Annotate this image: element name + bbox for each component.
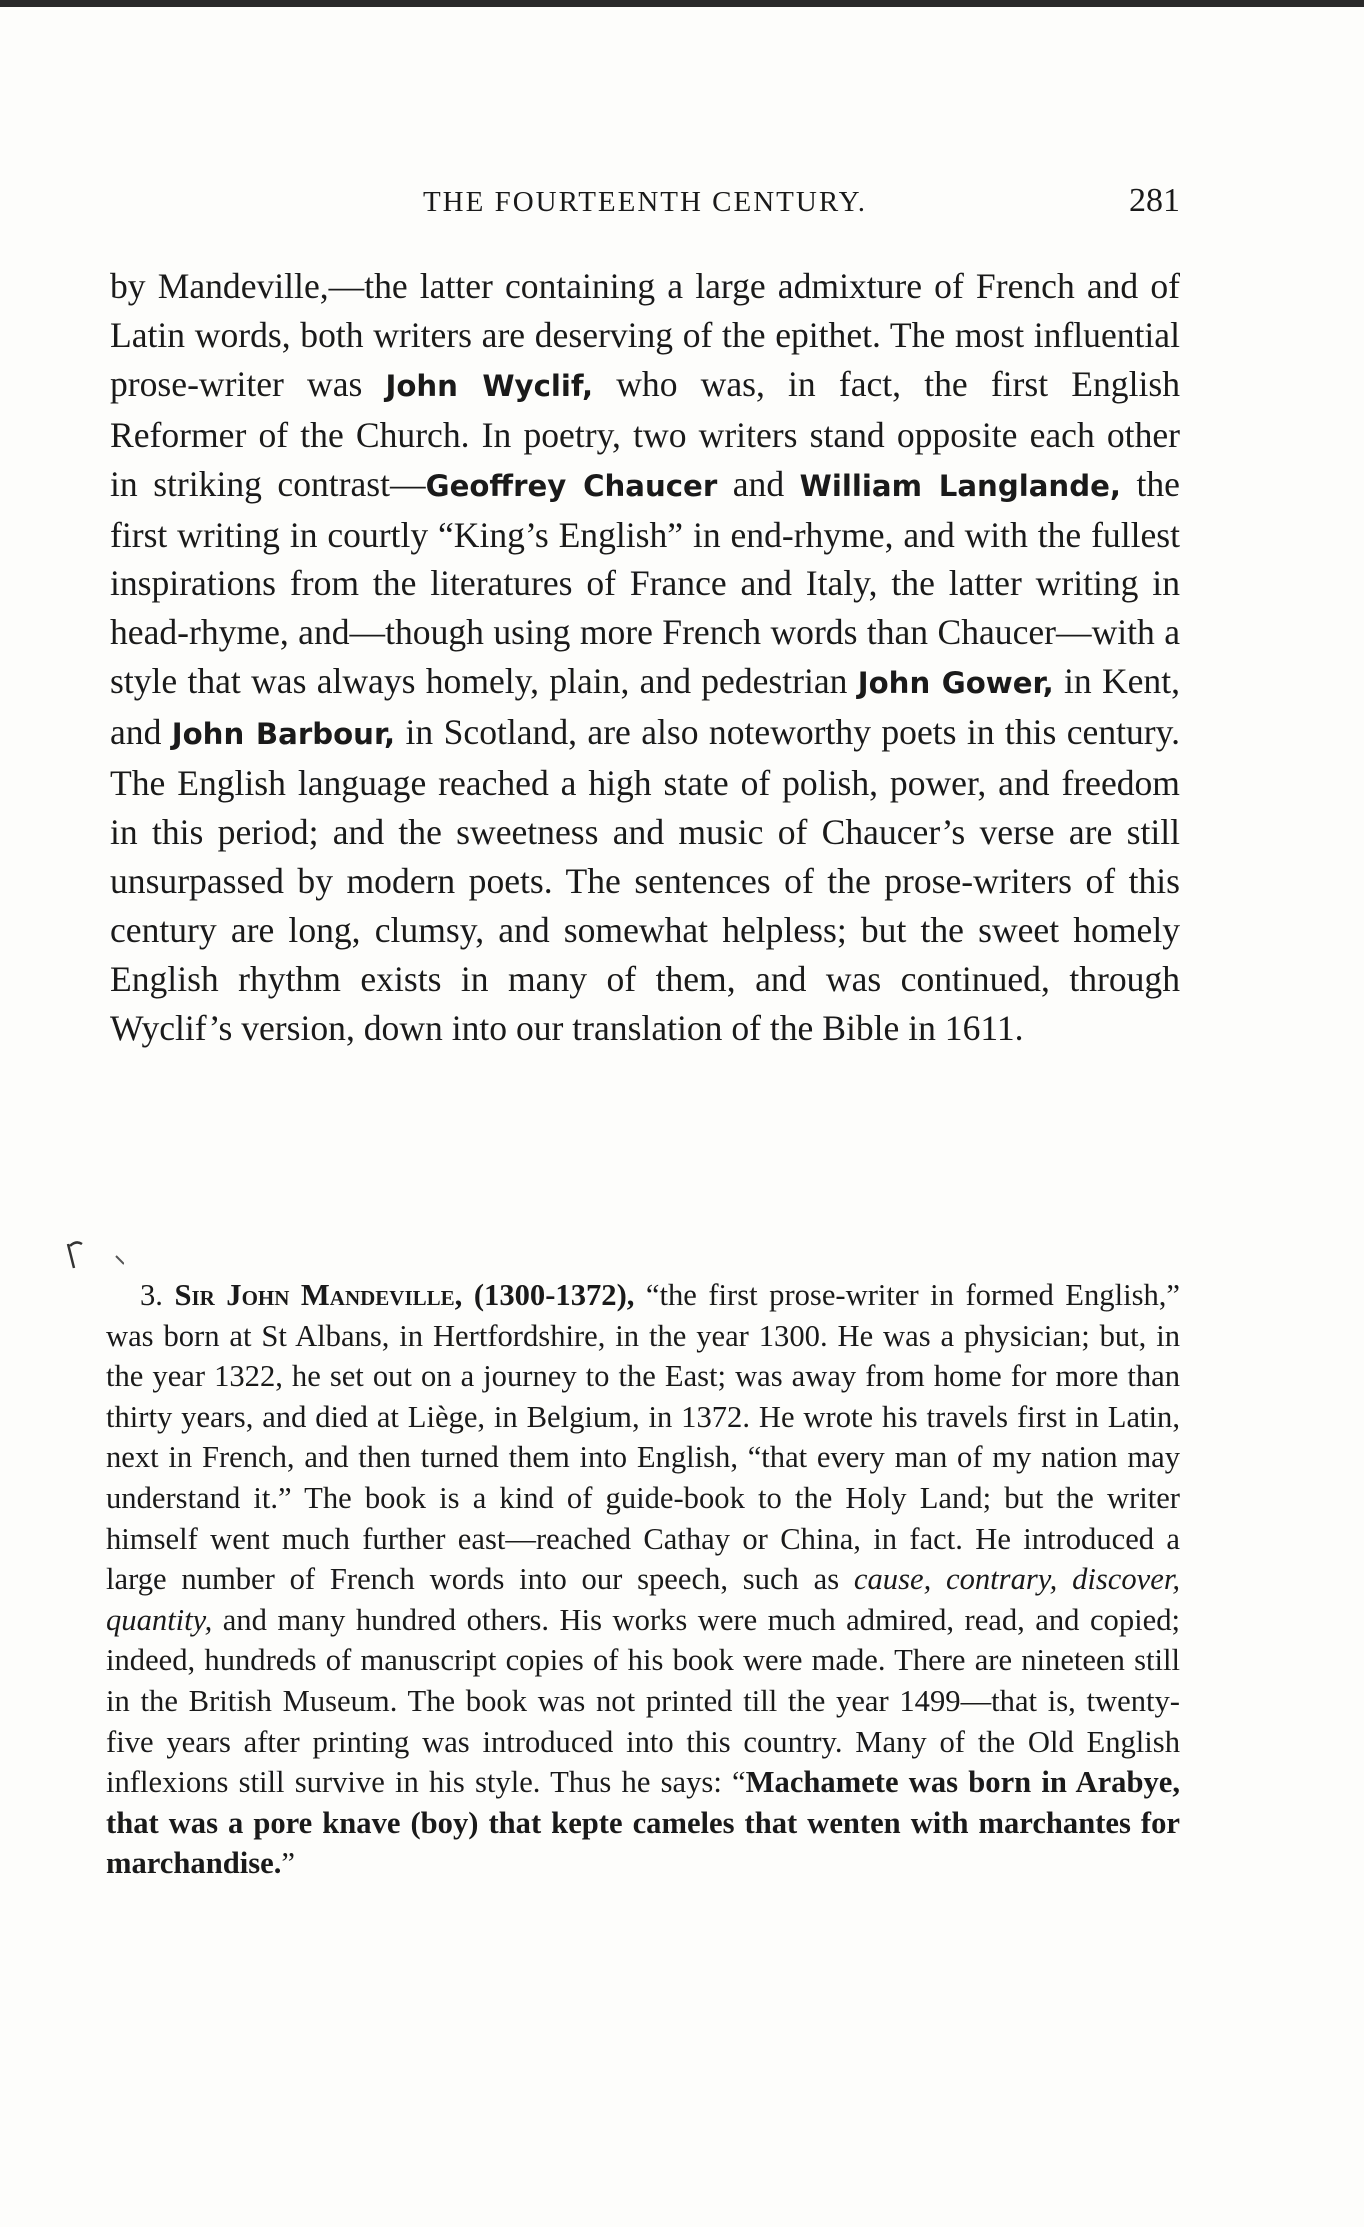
old-english-quote: Machamete was born in Arabye, that was a pore knave (boy) that kepte cameles that wenten with marchantes for marchandise.: [106, 1765, 1181, 1881]
text-run: and many hundred others. His works were much admired, read, and copied; indeed, hundreds of manuscript copies of his book were made. There are nineteen still in the British Museum. The book was not printed till the year 1499—that is, twenty-five years after printing was introduced into this country. Many of the Old English inflexions still survive in his style. Thus he says: “: [106, 1602, 1180, 1800]
section-heading-dates: (1300-1372),: [473, 1278, 635, 1312]
text-run: the first writing in courtly “King’s English” in end-rhyme, and with the fullest inspirations from the literatures of France and Italy, the latter writing in head-rhyme, and—though using more French words than Chaucer—with a style that was always homely, plain, and pedestrian: [110, 463, 1180, 702]
paragraph-mandeville: [106, 1275, 1180, 1884]
name-wyclif: John Wyclif,: [385, 368, 594, 403]
paragraph-intro: [110, 262, 1180, 1053]
name-gower: John Gower,: [857, 666, 1054, 701]
text-run: who was, in fact, the first English Reformer of the Church. In poetry, two writers stand opposite each other in striking contrast—: [110, 363, 1180, 504]
italic-word-list: cause, contrary, discover, quantity,: [106, 1562, 1180, 1637]
section-heading-name: Sir John Mandeville,: [174, 1278, 463, 1312]
name-langlande: William Langlande,: [799, 468, 1121, 503]
text-run: by Mandeville,—the latter containing a large admixture of French and of Latin words, both writers are deserving of the epithet. The most influential prose-writer was: [110, 266, 1180, 404]
text-run: in Kent, and: [110, 661, 1181, 753]
page-header: [110, 180, 1180, 230]
text-run: ”: [281, 1846, 295, 1881]
text-run: and: [717, 463, 800, 504]
page-number: 281: [1129, 182, 1180, 219]
name-barbour: John Barbour,: [171, 717, 396, 752]
section-number: 3.: [140, 1278, 163, 1312]
running-title: THE FOURTEENTH CENTURY.: [422, 186, 868, 218]
text-run: “the first prose-writer in formed English,” was born at St Albans, in Hertfordshire, in the year 1300. He was a physician; but, in the year 1322, he set out on a journey to the East; was away from home for more than thirty years, and died at Liège, in Belgium, in 1372. He wrote his travels first in Latin, next in French, and then turned them into English, “that every man of my nation may understand it.” The book is a kind of guide-book to the Holy Land; but the writer himself went much further east—reached Cathay or China, in fact. He introduced a large number of French words into our speech, such as: [106, 1278, 1180, 1597]
name-chaucer: Geoffrey Chaucer: [425, 468, 718, 503]
text-run: in Scotland, are also noteworthy poets in this century. The English language reached a high state of polish, power, and freedom in this period; and the sweetness and music of Chaucer’s verse are still unsurpassed by modern poets. The sentences of the prose-writers of this century are long, clumsy, and somewhat helpless; but the sweet homely English rhythm exists in many of them, and was continued, through Wyclif’s version, down into our translation of the Bible in 1611.: [110, 712, 1181, 1048]
page-edge-shadow: [0, 0, 1364, 7]
